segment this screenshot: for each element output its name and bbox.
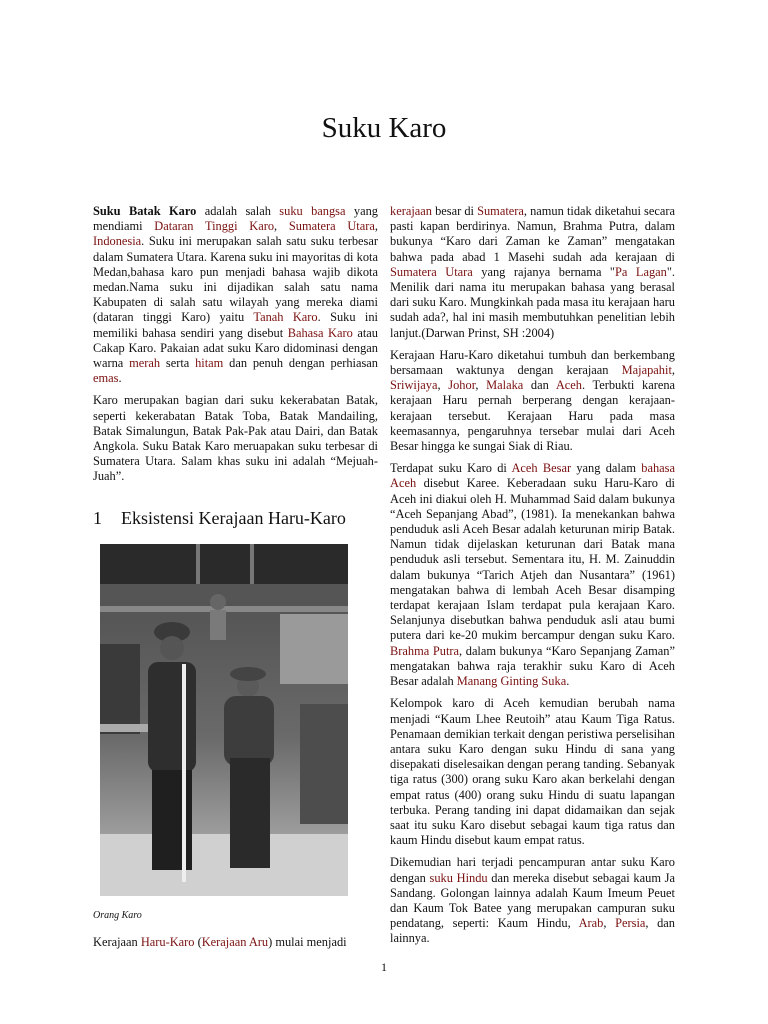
wiki-link[interactable]: suku Hindu [429, 870, 488, 885]
wiki-link[interactable]: Sriwijaya [390, 378, 438, 393]
wiki-link[interactable]: suku bangsa [279, 204, 346, 218]
wiki-link[interactable]: Arab [578, 916, 604, 931]
kinship-paragraph: Karo merupakan bagian dari suku kekerabatan Batak, seperti kekerabatan Batak Toba, Batak Mandailing, Batak Simalungun, Batak Pak-Pak atau Dairi, dan Batak Angkola. Suku Batak Karo meruapakan suku terbesar di Sumatera Utara. Salam khas suku ini adalah “Mejuah-Juah”. [93, 393, 378, 484]
section-title: Eksistensi Kerajaan Haru-Karo [121, 507, 346, 528]
wiki-link[interactable]: Persia [615, 916, 646, 931]
wiki-link[interactable]: Aceh Besar [511, 461, 572, 476]
ja-sandang-paragraph: Dikemudian hari terjadi pencampuran antar suku Karo dengan suku Hindu dan mereka disebut sebagai kaum Ja Sandang. Golongan lainnya adalah Kaum Imeum Peuet dan Kaum Tok Batee yang merupakan campuran suku pendatang, seperti: Kaum Hindu, Arab, Persia, dan lainnya. [390, 855, 675, 946]
photo-orang-karo [100, 544, 348, 896]
wiki-link[interactable]: Sumatera [477, 204, 524, 218]
wiki-link[interactable]: Aceh [555, 378, 582, 393]
wiki-link[interactable]: Dataran Tinggi Karo [154, 219, 275, 234]
section-heading [93, 507, 378, 528]
wiki-link[interactable]: Pa Lagan [615, 264, 667, 279]
kingdom-paragraph-continued: kerajaan besar di Sumatera, namun tidak diketahui secara pasti kapan berdirinya. Namun, Brahma Putra, dalam bukunya “Karo dari Zaman ke Zaman” mengatakan bahwa pada abad 1 Masehi sudah ada kerajaan di Sumatera Utara yang rajanya bernama "Pa Lagan". Menilik dari nama itu merupakan bahasa yang berasal dari suku Karo. Mungkinkah pada masa itu kerajaan haru sudah ada?, hal ini masih membutuhkan penelitian lebih lanjut.(Darwan Prinst, SH :2004) [390, 204, 675, 340]
photo-caption: Orang Karo [93, 909, 142, 921]
wiki-link[interactable]: kerajaan [390, 204, 432, 218]
wiki-link[interactable]: Haru-Karo [140, 935, 195, 950]
wiki-link[interactable]: merah [129, 356, 161, 371]
kingdom-paragraph-start: Kerajaan Haru-Karo (Kerajaan Aru) mulai menjadi [93, 935, 347, 950]
contemporary-kingdoms-paragraph: Kerajaan Haru-Karo diketahui tumbuh dan berkembang bersamaan waktunya dengan kerajaan Majapahit, Sriwijaya, Johor, Malaka dan Aceh. Terbukti karena kerajaan Haru pernah berperang dengan kerajaan-kerajaan tersebut. Kerajaan Haru pada masa keemasannya, pengaruhnya tersebar mulai dari Aceh Besar hingga ke sungai Siak di Riau. [390, 347, 676, 454]
intro-paragraph: Suku Batak Karo adalah salah suku bangsa yang mendiami Dataran Tinggi Karo, Sumatera Utara, Indonesia. Suku ini merupakan salah satu suku terbesar dalam Sumatera Utara. Karena suku ini mayoritas di kota Medan,bahasa karo pun menjadi bahasa wajib dikota medan.Nama suku ini dijadikan salah satu nama Kabupaten di salah satu wilayah yang mereka diami (dataran tinggi Karo) yaitu Tanah Karo. Suku ini memiliki bahasa sendiri yang disebut Bahasa Karo atau Cakap Karo. Pakaian adat suku Karo didominasi dengan warna merah serta hitam dan penuh dengan perhiasan emas. [93, 204, 378, 386]
wiki-link[interactable]: Brahma Putra [390, 643, 460, 658]
bold-term: Suku Batak Karo [93, 204, 197, 218]
wiki-link[interactable]: Kerajaan Aru [201, 935, 269, 950]
wiki-link[interactable]: bahasa Aceh [390, 461, 676, 491]
page-number: 1 [381, 960, 387, 974]
wiki-link[interactable]: Sumatera Utara [288, 219, 375, 234]
right-column [390, 204, 675, 954]
wiki-link[interactable]: Johor [448, 378, 476, 393]
wiki-link[interactable]: Bahasa Karo [287, 325, 353, 340]
wiki-link[interactable]: Sumatera Utara [390, 264, 473, 279]
page-title: Suku Karo [321, 112, 447, 144]
wiki-link[interactable]: emas [93, 371, 119, 386]
kaum-tiga-ratus-paragraph: Kelompok karo di Aceh kemudian berubah nama menjadi “Kaum Lhee Reutoih” atau Kaum Tiga Ratus. Penamaan demikian terkait dengan peristiwa perselisihan antara suku Karo dengan suku Hindu di sana yang disepakati diselesaikan dengan perang tanding. Sebanyak tiga ratus (300) orang suku Karo akan berkelahi dengan empat ratus (400) orang suku Hindu di suatu lapangan terbuka. Perang tanding ini dapat didamaikan dan sejak saat itu suku Karo disebut sebagai kaum tiga ratus dan kaum Hindu disebut kaum empat ratus. [390, 696, 675, 848]
wiki-link[interactable]: Malaka [486, 378, 524, 393]
wiki-link[interactable]: Tanah Karo [253, 310, 318, 325]
wiki-link[interactable]: Manang Ginting Suka [456, 674, 567, 689]
wiki-link[interactable]: Indonesia [93, 234, 142, 249]
wiki-link[interactable]: Majapahit [621, 363, 672, 378]
left-column [93, 204, 378, 957]
aceh-karo-paragraph: Terdapat suku Karo di Aceh Besar yang dalam bahasa Aceh disebut Karee. Keberadaan suku Haru-Karo di Aceh ini diakui oleh H. Muhammad Said dalam bukunya “Aceh Sepanjang Abad”, (1981). Ia menekankan bahwa penduduk asli Aceh Besar adalah keturunan mirip Batak. Namun tidak dijelaskan keturunan dari Batak mana penduduk asli tersebut. Sementara itu, H. M. Zainuddin dalam bukunya “Tarich Atjeh dan Nusantara” (1961) mengatakan bahwa di lembah Aceh Besar disamping terdapat kerajaan Islam terdapat pula kerajaan Karo. Selanjunya disebutkan bahwa penduduk asli atau bumi putera dari ke-20 mukim bercampur dengan suku Karo. Brahma Putra, dalam bukunya “Karo Sepanjang Zaman” mengatakan bahwa raja terakhir suku Karo di Aceh Besar adalah Manang Ginting Suka. [390, 461, 676, 689]
section-number: 1 [93, 507, 102, 528]
wiki-link[interactable]: hitam [195, 356, 224, 371]
